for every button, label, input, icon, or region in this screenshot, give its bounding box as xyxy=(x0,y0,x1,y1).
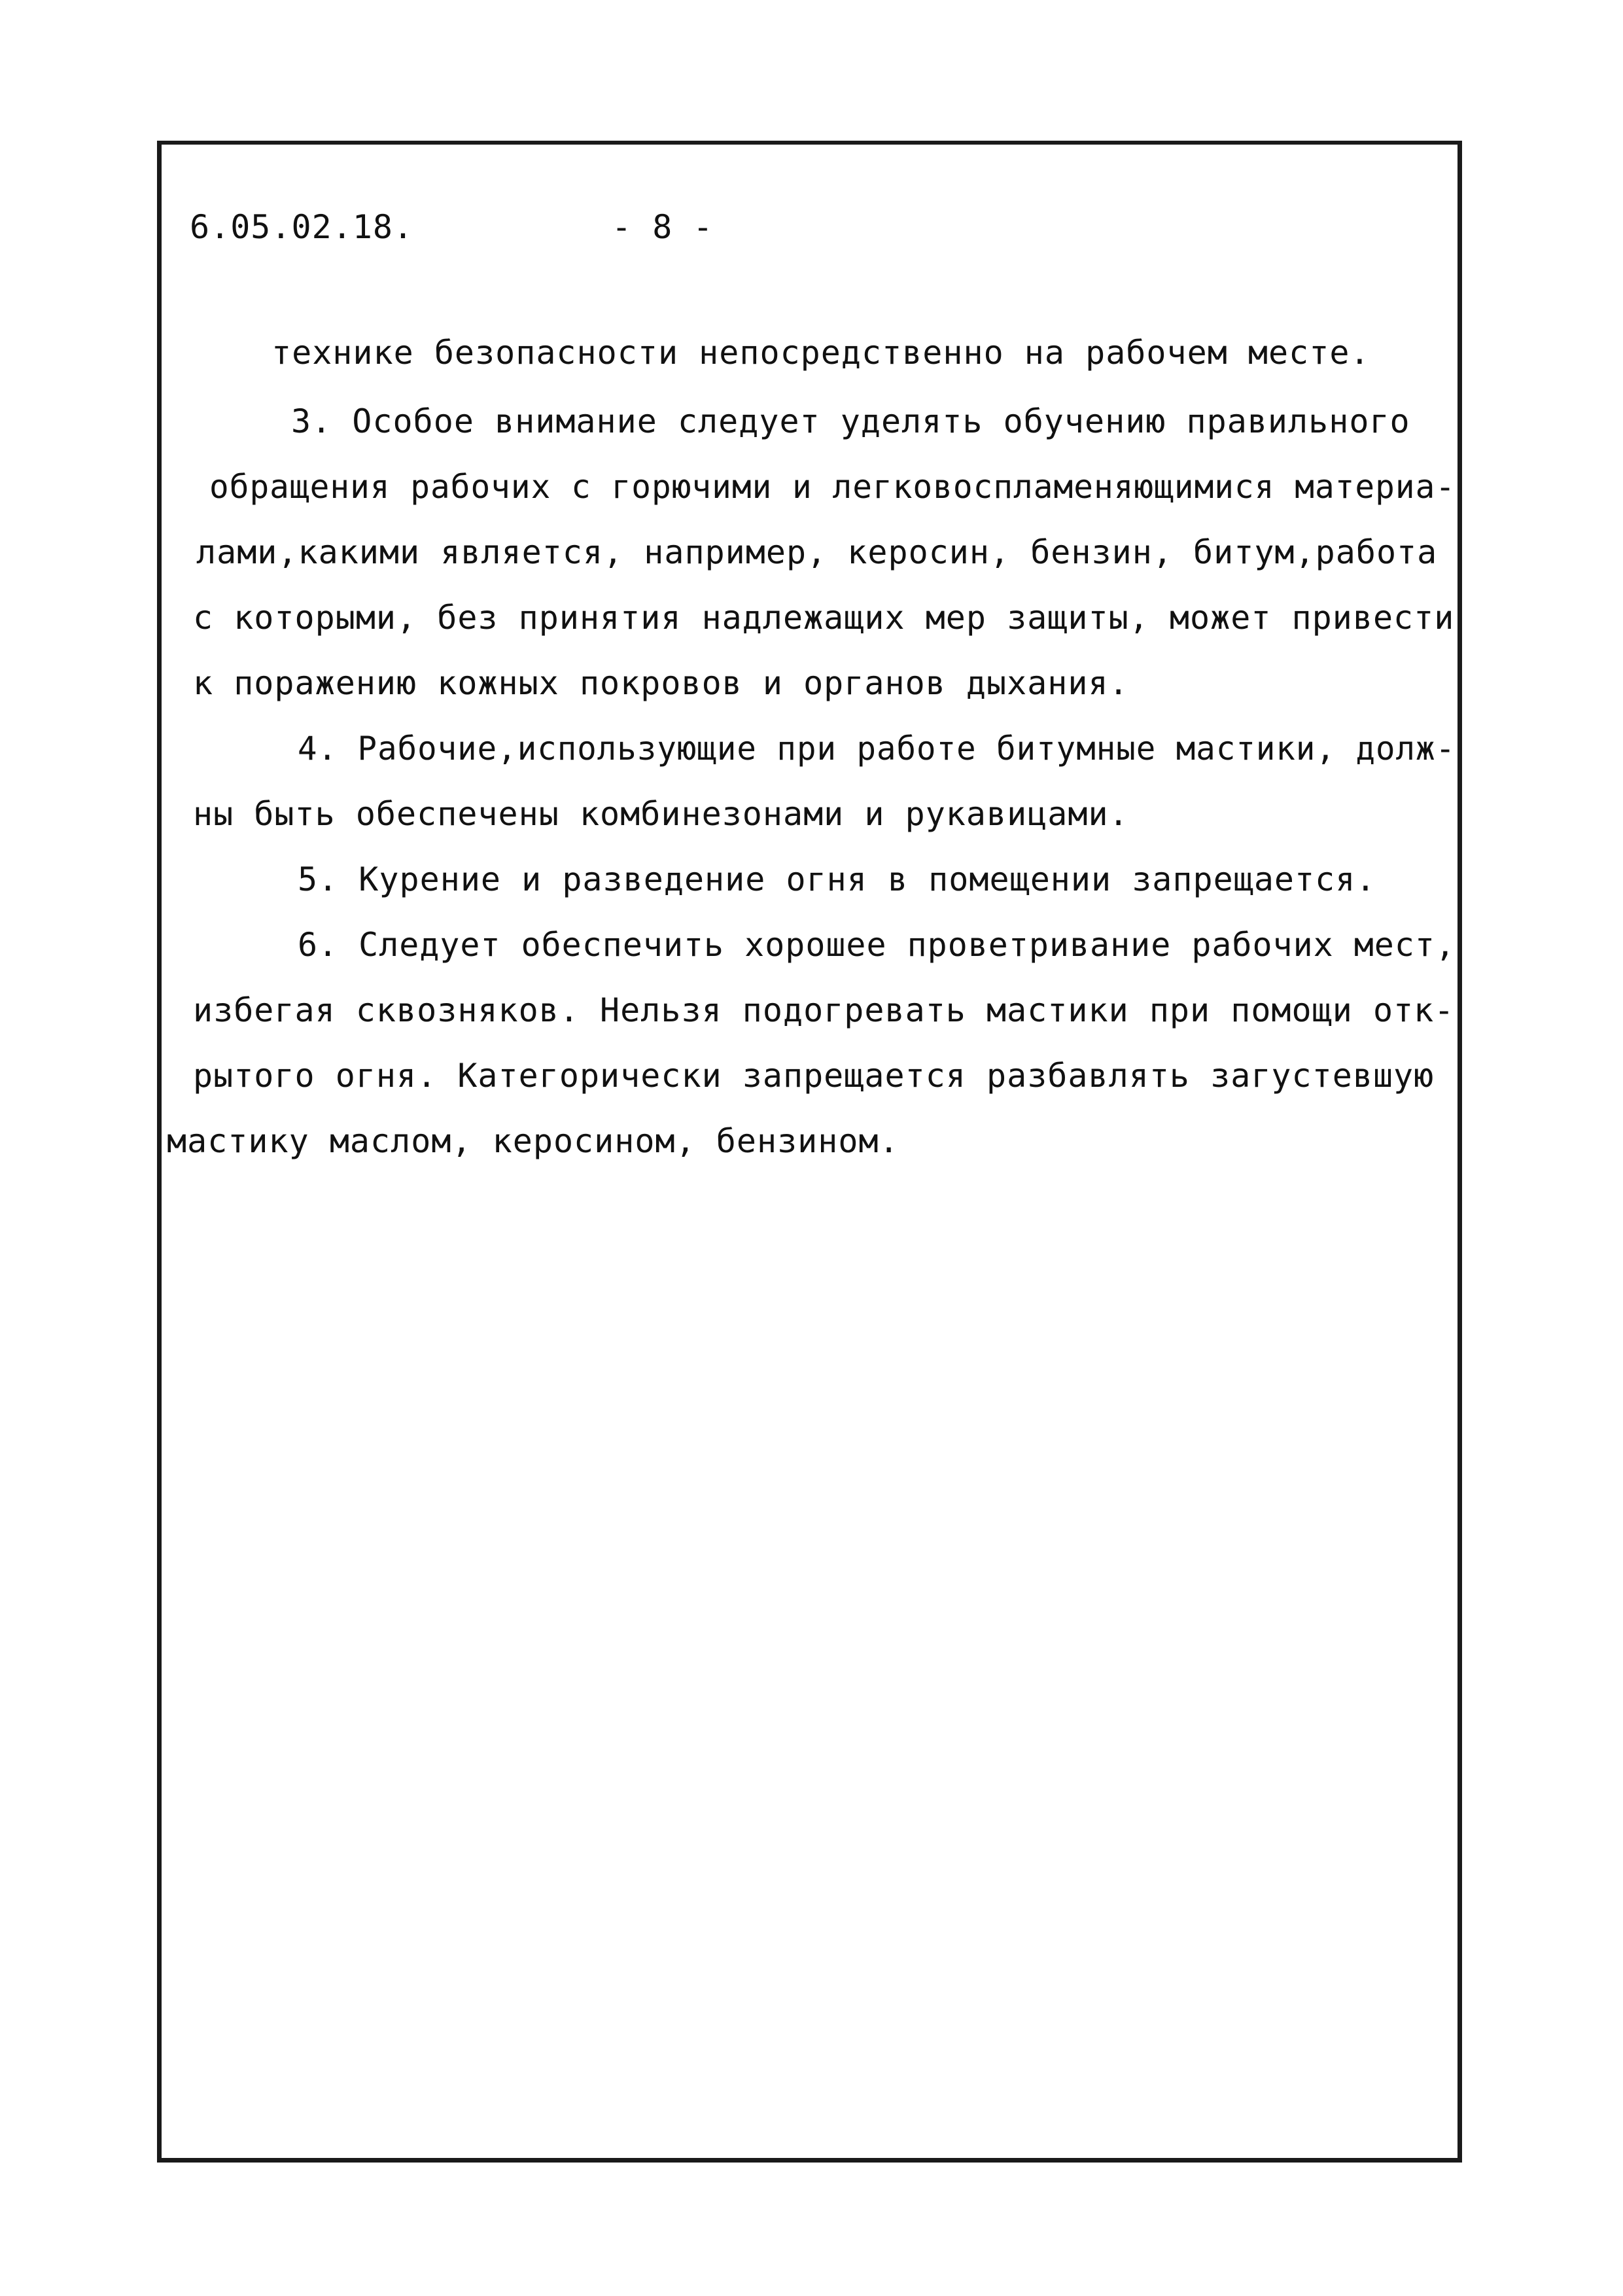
body-line: 5. Курение и разведение огня в помещении запрещается. xyxy=(298,860,1376,898)
body-line: 3. Особое внимание следует уделять обучению правильного xyxy=(291,402,1410,440)
body-line: обращения рабочих с горючими и легковоспламеняющимися материа- xyxy=(209,468,1456,506)
body-line: мастику маслом, керосином, бензином. xyxy=(167,1122,899,1160)
body-line: ны быть обеспечены комбинезонами и рукавицами. xyxy=(193,795,1129,833)
body-line: рытого огня. Категорически запрещается разбавлять загустевшую xyxy=(193,1057,1435,1095)
page-number: - 8 - xyxy=(612,208,714,246)
body-line: 6. Следует обеспечить хорошее проветривание рабочих мест, xyxy=(298,926,1456,964)
body-line: 4. Рабочие,использующие при работе битумные мастики, долж- xyxy=(298,730,1456,768)
body-line: избегая сквозняков. Нельзя подогревать мастики при помощи отк- xyxy=(193,991,1455,1029)
document-code: 6.05.02.18. xyxy=(190,208,414,246)
body-line: лами,какими является, например, керосин, бензин, битум,работа xyxy=(196,533,1438,571)
body-line: к поражению кожных покровов и органов дыхания. xyxy=(193,664,1129,702)
body-line: технике безопасности непосредственно на рабочем месте. xyxy=(271,334,1370,372)
body-line: с которыми, без принятия надлежащих мер защиты, может привести xyxy=(193,599,1455,637)
